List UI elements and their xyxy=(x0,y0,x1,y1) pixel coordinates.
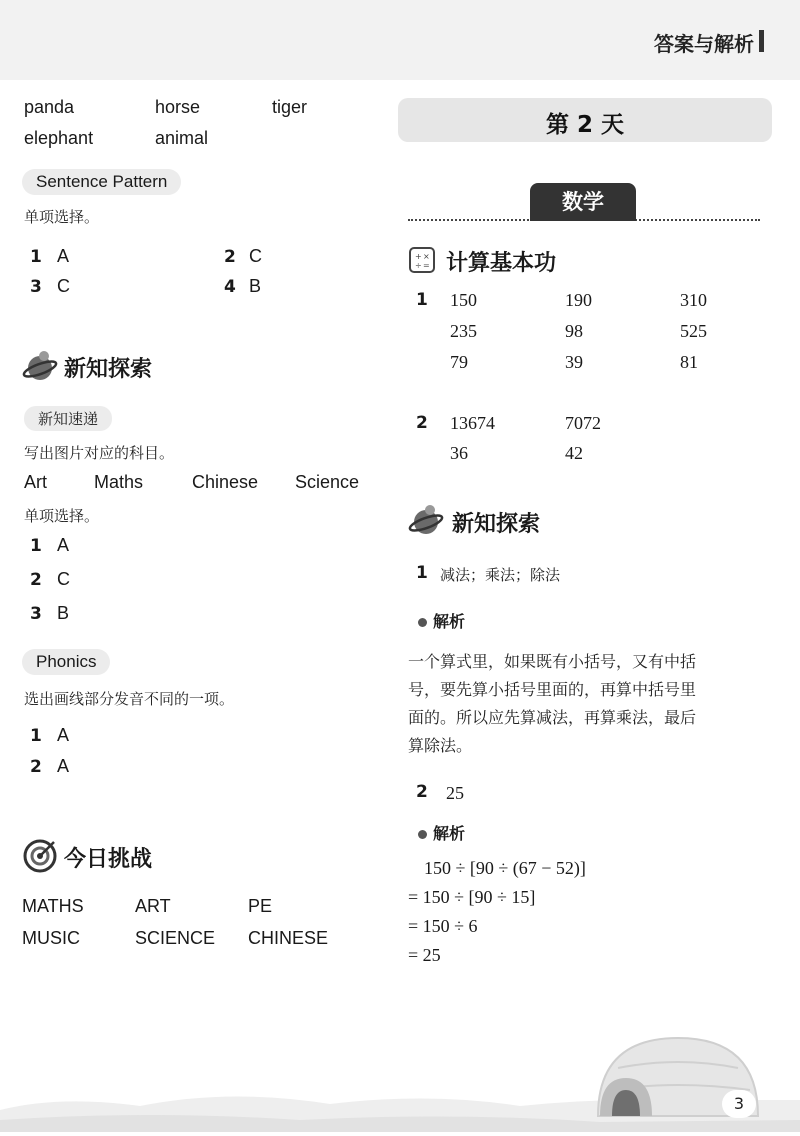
subject-tab: 数学 xyxy=(530,183,636,221)
answer-value: A xyxy=(56,535,69,555)
svg-text:+: + xyxy=(415,252,422,261)
challenge-word-maths: MATHS xyxy=(22,896,84,916)
sentence-pattern-label: Sentence Pattern xyxy=(22,169,181,195)
phonics-label: Phonics xyxy=(22,649,110,675)
planet-icon xyxy=(408,502,444,542)
answer-value: A xyxy=(56,725,69,745)
explore-q1-answer: 减法；乘法；除法 xyxy=(440,566,561,584)
sp-answer-4 xyxy=(224,276,261,297)
subject-art: Art xyxy=(24,472,48,492)
calc-q1-value: 190 xyxy=(565,290,592,310)
calc-step: 150 ÷ [90 ÷ (67 − 52)] xyxy=(424,858,586,878)
word-panda: panda xyxy=(24,97,75,117)
calc-title: 计算基本功 xyxy=(446,251,557,276)
calc-q1-value: 81 xyxy=(680,352,698,372)
explore-instruction-2: 单项选择。 xyxy=(24,507,100,525)
analysis-label-2 xyxy=(418,821,465,844)
answer-number: 3 xyxy=(30,604,42,624)
analysis-label-1 xyxy=(418,609,465,632)
subject-chinese: Chinese xyxy=(192,472,259,492)
answer-number: 2 xyxy=(224,247,236,267)
svg-text:=: = xyxy=(423,261,430,270)
igloo-illustration xyxy=(588,1028,788,1122)
answer-value: B xyxy=(248,276,261,296)
planet-icon xyxy=(22,348,58,388)
answer-number: 1 xyxy=(30,726,42,746)
answer-value: C xyxy=(56,569,70,589)
explore-answer-2 xyxy=(30,569,70,590)
explore-answer-1 xyxy=(30,535,69,556)
answer-number: 2 xyxy=(30,570,42,590)
sp-answer-1 xyxy=(30,246,69,267)
calc-q2-value: 7072 xyxy=(565,413,601,433)
answer-number: 4 xyxy=(224,277,236,297)
svg-text:×: × xyxy=(423,252,430,261)
answer-value: A xyxy=(56,756,69,776)
calc-step: = 150 ÷ [90 ÷ 15] xyxy=(408,887,536,907)
challenge-word-music: MUSIC xyxy=(22,928,80,948)
header-bar xyxy=(759,30,764,52)
challenge-title: 今日挑战 xyxy=(64,847,153,872)
challenge-word-pe: PE xyxy=(248,896,273,916)
calc-q1-value: 79 xyxy=(450,352,468,372)
explore-title-right: 新知探索 xyxy=(452,512,541,537)
day-title: 第 2 天 xyxy=(545,112,625,138)
answer-value: C xyxy=(248,246,262,266)
challenge-word-science: SCIENCE xyxy=(135,928,216,948)
answer-number: 1 xyxy=(30,247,42,267)
sentence-pattern-instruction: 单项选择。 xyxy=(24,208,100,226)
analysis-line: 号，要先算小括号里面的，再算中括号里 xyxy=(408,680,697,699)
phonics-answer-2 xyxy=(30,756,69,777)
phonics-answer-1 xyxy=(30,725,69,746)
calc-q1-value: 150 xyxy=(450,290,477,310)
phonics-instruction: 选出画线部分发音不同的一项。 xyxy=(24,690,235,708)
answer-value: A xyxy=(56,246,69,266)
analysis-line: 面的。所以应先算减法，再算乘法，最后 xyxy=(408,708,697,727)
calc-q2-number: 2 xyxy=(416,413,428,433)
analysis-line: 一个算式里，如果既有小括号，又有中括 xyxy=(408,652,697,671)
answer-number: 2 xyxy=(30,757,42,777)
bullet-dot xyxy=(418,830,427,839)
calc-q1-number: 1 xyxy=(416,290,428,310)
explore-title-left: 新知探索 xyxy=(64,357,153,382)
calc-q1-value: 525 xyxy=(680,321,707,341)
calc-step: = 25 xyxy=(408,945,441,965)
calc-q2-value: 42 xyxy=(565,443,583,463)
target-icon xyxy=(22,838,58,878)
answer-number: 1 xyxy=(30,536,42,556)
challenge-word-chinese: CHINESE xyxy=(248,928,329,948)
answer-value: C xyxy=(56,276,70,296)
subject-science: Science xyxy=(295,472,360,492)
calc-q1-value: 310 xyxy=(680,290,707,310)
explore-sub-label: 新知速递 xyxy=(24,406,112,431)
calculator-icon xyxy=(408,246,436,278)
analysis-label-text: 解析 xyxy=(433,612,466,631)
word-horse: horse xyxy=(155,97,201,117)
header-title: 答案与解析 xyxy=(654,32,754,56)
challenge-word-art: ART xyxy=(135,896,171,916)
explore-q1-number: 1 xyxy=(416,563,428,583)
sp-answer-3 xyxy=(30,276,70,297)
calc-q2-value: 13674 xyxy=(450,413,495,433)
word-elephant: elephant xyxy=(24,128,94,148)
bullet-dot xyxy=(418,618,427,627)
subject-maths: Maths xyxy=(94,472,144,492)
analysis-line: 算除法。 xyxy=(408,736,473,755)
calc-q1-value: 39 xyxy=(565,352,583,372)
calc-q1-value: 235 xyxy=(450,321,477,341)
explore-q2-number: 2 xyxy=(416,782,428,802)
answer-value: B xyxy=(56,603,69,623)
calc-q1-value: 98 xyxy=(565,321,583,341)
explore-instruction-1: 写出图片对应的科目。 xyxy=(24,444,175,462)
calc-q2-value: 36 xyxy=(450,443,468,463)
page-number: 3 xyxy=(733,1094,745,1113)
explore-q2-answer: 25 xyxy=(446,783,464,803)
explore-answer-3 xyxy=(30,603,69,624)
answer-number: 3 xyxy=(30,277,42,297)
word-animal: animal xyxy=(155,128,209,148)
analysis-label-text: 解析 xyxy=(433,824,466,843)
word-tiger: tiger xyxy=(272,97,308,117)
calc-step: = 150 ÷ 6 xyxy=(408,916,478,936)
svg-text:÷: ÷ xyxy=(415,261,422,270)
sp-answer-2 xyxy=(224,246,262,267)
